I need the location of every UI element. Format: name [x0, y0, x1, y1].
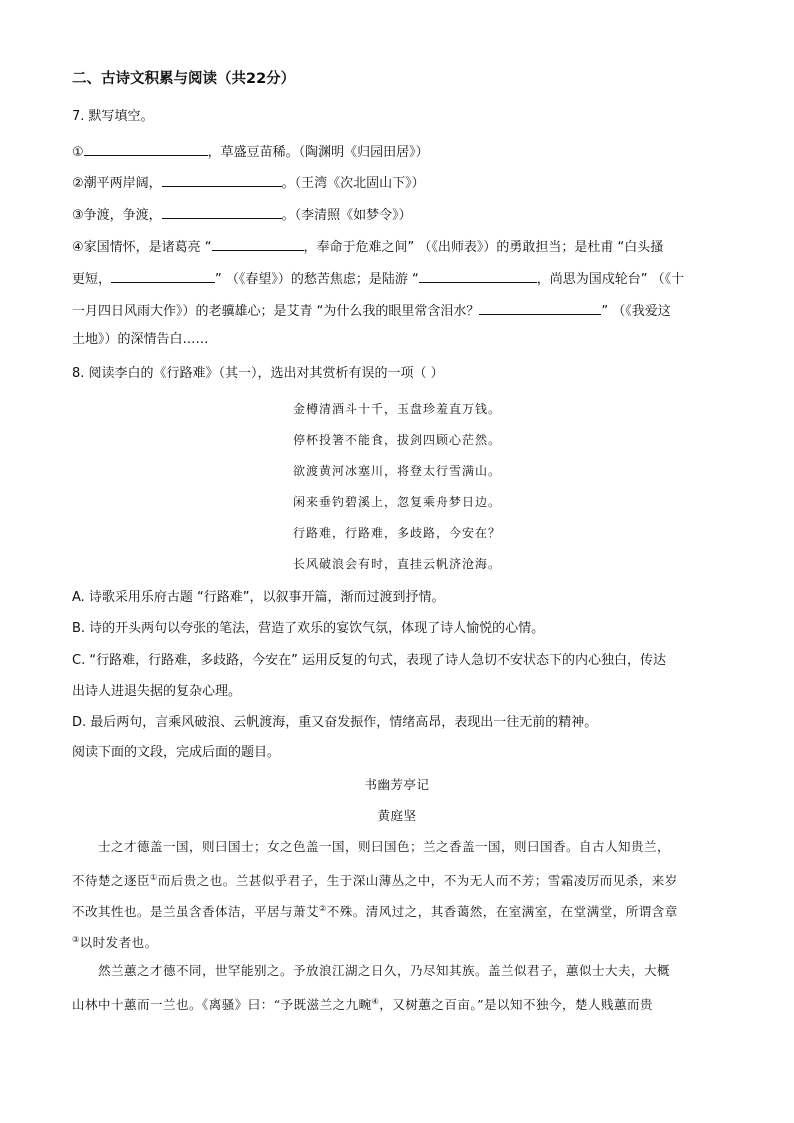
q7-item-4-text-c: 更短，: [72, 272, 112, 287]
passage-p1-line-2: [72, 869, 678, 890]
footnote-marker-2: ②: [319, 904, 327, 913]
poem-line-1: 金樽清酒斗十千，玉盘珍羞直万钱。: [292, 402, 501, 416]
q7-blank-3[interactable]: [162, 204, 282, 219]
section-heading: 二、古诗文积累与阅读（共22分）: [72, 71, 296, 87]
option-c-line-1[interactable]: C. “行路难，行路难，多歧路，今安在” 运用反复的句式，表现了诗人急切不安状态下的内心独白，传达: [72, 653, 666, 668]
passage-p1-line-4-b: 以时发者也。: [79, 935, 158, 951]
question-8-title: 8. 阅读李白的《行路难》（其一），选出对其赏析有误的一项（ ）: [72, 366, 444, 381]
q7-item-4-text-f: 一月四日风雨大作》）的老骥雄心；是艾青 “为什么我的眼里常含泪水？: [72, 304, 480, 319]
q7-blank-4[interactable]: [212, 236, 304, 251]
passage-p2-line-2-a: 山林中十蕙而一兰也。《离骚》曰：“予既滋兰之九畹: [72, 997, 372, 1013]
passage-author: 黄庭坚: [377, 808, 417, 823]
option-b[interactable]: B. 诗的开头两句以夸张的笔法，营造了欢乐的宴饮气氛，体现了诗人愉悦的心情。: [72, 621, 545, 636]
q7-item-4-line-4: 土地》）的深情告白……: [72, 332, 209, 347]
q7-item-4-text-b: ，奉命于危难之间” （《出师表》）的勇敢担当；是杜甫 “白头搔: [303, 240, 664, 255]
q7-item-1-text: ，草盛豆苗稀。（陶渊明《归园田居》）: [207, 145, 429, 160]
q7-item-4-text-d: ” （《春望》）的愁苦焦虑；是陆游 “: [215, 272, 419, 287]
q7-item-4-text-g: ” （《我爱这: [601, 304, 671, 319]
passage-p1-line-3-a: 不改其性也。是兰虽含香体洁，平居与萧艾: [72, 904, 320, 920]
poem-line-5: 行路难，行路难，多歧路，今安在？: [292, 526, 501, 540]
passage-p2-line-2: [72, 993, 653, 1014]
q7-item-4-line-1: [72, 236, 663, 257]
passage-p1-line-3: [72, 900, 678, 921]
poem-line-3: 欲渡黄河冰塞川，将登太行雪满山。: [292, 464, 501, 478]
reading-instruction: 阅读下面的文段，完成后面的题目。: [72, 745, 281, 760]
option-d[interactable]: D. 最后两句，言乘风破浪、云帆渡海，重又奋发振作，情绪高昂，表现出一往无前的精神。: [72, 715, 598, 730]
q7-item-3-head: ③争渡，争渡，: [72, 208, 162, 223]
passage-title: 书幽芳亭记: [364, 777, 430, 792]
passage-p1-line-1: 士之才德盖一国，则曰国士；女之色盖一国，则曰国色；兰之香盖一国，则曰国香。自古人知贵兰，: [98, 839, 671, 854]
q7-blank-7[interactable]: [479, 300, 601, 315]
q7-item-4-text-e: ，尚思为国戍轮台” （《十: [536, 272, 685, 287]
q7-item-2-head: ②潮平两岸阔，: [72, 176, 162, 191]
q7-item-4-text-a: ④家国情怀，是诸葛亮 “: [72, 240, 212, 255]
passage-p2-line-1: 然兰蕙之才德不同，世罕能别之。予放浪江湖之日久，乃尽知其族。盖兰似君子，蕙似士大夫，大概: [98, 963, 671, 978]
q7-item-1: [72, 141, 429, 162]
footnote-marker-3: ③: [72, 935, 80, 944]
q7-item-3-text: 。（李清照《如梦令》）: [281, 208, 412, 223]
q7-item-4-line-3: [72, 300, 671, 321]
poem-line-4: 闲来垂钓碧溪上，忽复乘舟梦日边。: [292, 495, 501, 509]
q7-blank-2[interactable]: [162, 172, 282, 187]
passage-p1-line-3-b: 不殊。清风过之，其香蔼然，在室满室，在堂满堂，所谓含章: [326, 904, 678, 920]
q7-blank-6[interactable]: [419, 268, 537, 283]
q7-blank-1[interactable]: [84, 141, 208, 156]
question-7-title: 7. 默写填空。: [72, 109, 154, 124]
passage-p1-line-2-b: 而后贵之也。兰甚似乎君子，生于深山薄丛之中，不为无人而不芳；雪霜凌厉而见杀，来岁: [157, 873, 678, 889]
q7-item-3: [72, 204, 412, 225]
poem-line-2: 停杯投箸不能食，拔剑四顾心茫然。: [292, 433, 501, 447]
q7-item-4-line-2: [72, 268, 684, 289]
q7-blank-5[interactable]: [111, 268, 215, 283]
option-a[interactable]: A. 诗歌采用乐府古题 “行路难”，以叙事开篇，渐而过渡到抒情。: [72, 590, 445, 605]
poem-line-6: 长风破浪会有时，直挂云帆济沧海。: [292, 557, 501, 571]
option-c-line-2[interactable]: 出诗人进退失据的复杂心理。: [72, 684, 242, 699]
passage-p1-line-4: [72, 931, 158, 952]
passage-p1-line-2-a: 不待楚之逐臣: [72, 873, 151, 889]
q7-item-1-marker: ①: [72, 145, 84, 160]
q7-item-2: [72, 172, 425, 193]
passage-p2-line-2-b: ，又树蕙之百亩。”是以知不独今，楚人贱蕙而贵: [379, 997, 653, 1013]
q7-item-2-text: 。（王湾《次北固山下》）: [281, 176, 425, 191]
footnote-marker-1: ①: [150, 873, 158, 882]
footnote-marker-4: ④: [371, 997, 380, 1006]
